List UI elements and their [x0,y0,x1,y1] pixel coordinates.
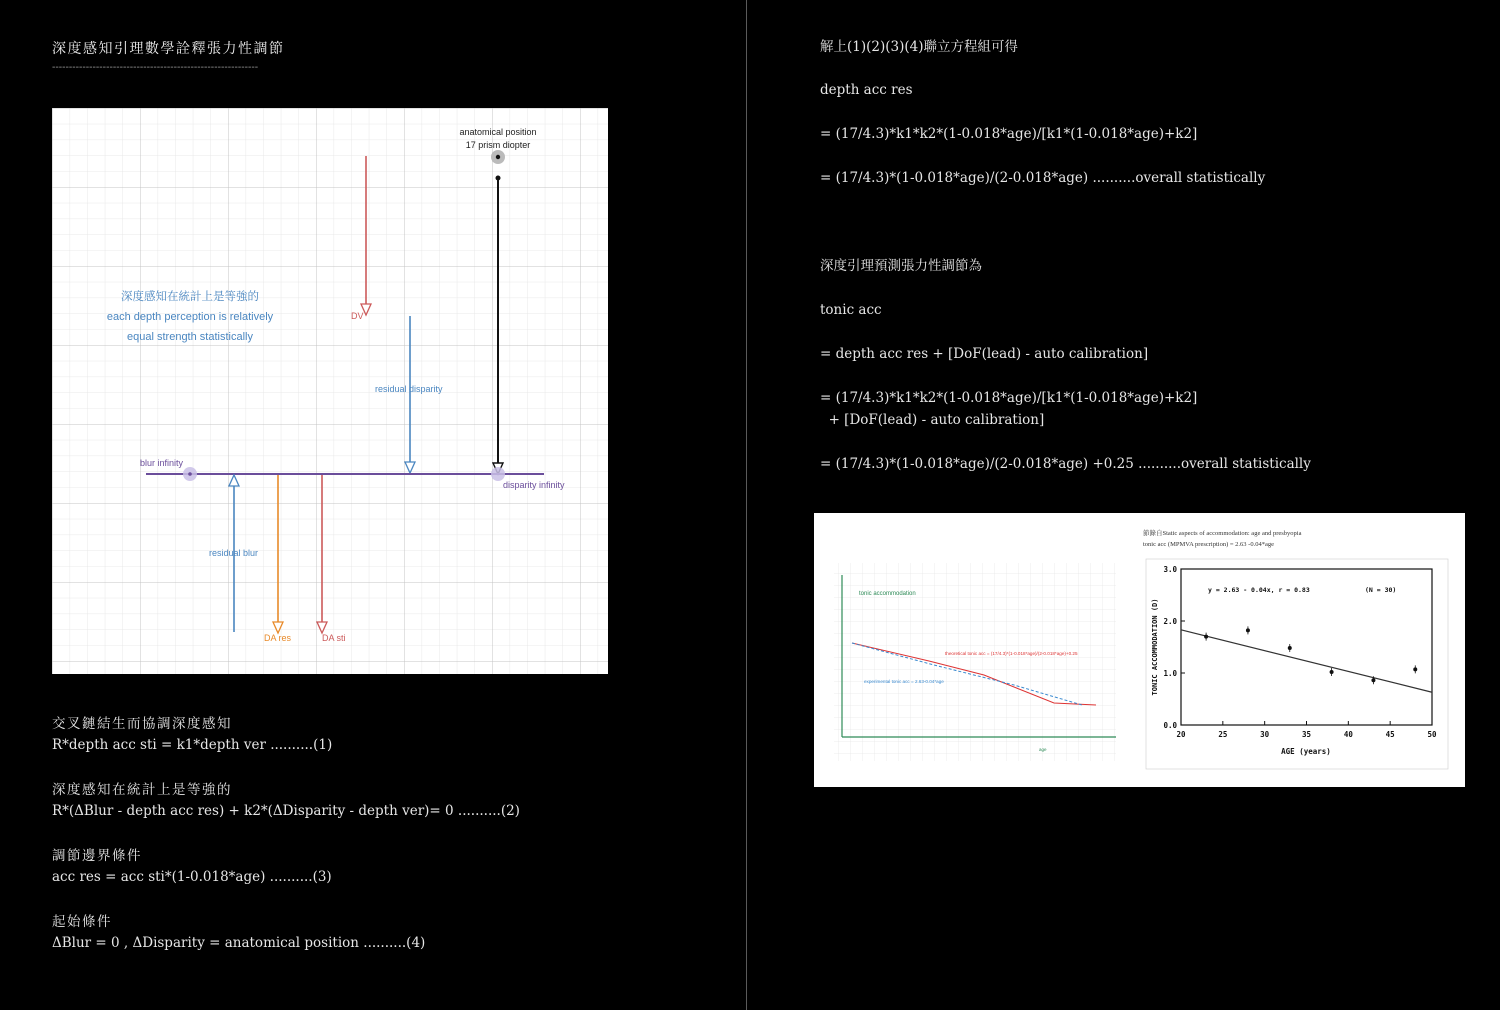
x-tick-label: 20 [1176,730,1186,739]
equation-3-formula: acc res = acc sti*(1-0.018*age) ..........(3) [52,869,332,885]
tonic-acc-formula-2-cont: + [DoF(lead) - auto calibration] [820,412,1045,428]
depth-diagram [52,108,608,674]
tonic-acc-formula-2: = (17/4.3)*k1*k2*(1-0.018*age)/[k1*(1-0.018*age)+k2] [820,390,1198,406]
equation-block-4 [52,912,425,954]
anatomical-position-dot [496,155,500,159]
model-chart-xlabel: age [1039,747,1047,752]
blur-infinity-dot [188,472,192,476]
disparity-infinity-marker [491,467,505,481]
y-tick-label: 1.0 [1163,669,1177,678]
grid-background [52,108,608,674]
x-tick-label: 45 [1385,730,1395,739]
x-tick-label: 35 [1301,730,1312,739]
equation-2-formula: R*(ΔBlur - depth acc res) + k2*(ΔDisparity - depth ver)= 0 ..........(2) [52,803,520,819]
equation-1-formula: R*depth acc sti = k1*depth ver ..........(1) [52,737,333,753]
note-zh: 深度感知在統計上是等強的 [121,291,259,303]
x-tick-label: 50 [1427,730,1437,739]
equation-2-heading: 深度感知在統計上是等強的 [52,782,232,798]
right-page [747,0,1500,1010]
x-tick-label: 30 [1260,730,1270,739]
disparity-infinity-label: disparity infinity [503,480,565,490]
data-point [1288,646,1292,650]
data-point [1413,667,1417,671]
tonic-acc-simplified: = (17/4.3)*(1-0.018*age)/(2-0.018*age) +0.25 ..........overall statistically [820,456,1311,472]
note-en-1: each depth perception is relatively [106,311,274,323]
equation-block-3 [52,846,332,888]
depth-acc-res-simplified: = (17/4.3)*(1-0.018*age)/(2-0.018*age) ..........overall statistically [820,170,1266,186]
anatomical-position-label: anatomical position [459,127,537,137]
y-tick-label: 2.0 [1163,617,1177,626]
scatter-equation: y = 2.63 - 0.04x, r = 0.83 [1208,586,1310,594]
prism-diopter-label: 17 prism diopter [465,140,531,150]
y-tick-label: 3.0 [1163,565,1177,574]
da-sti-label: DA sti [322,633,346,643]
x-tick-label: 25 [1218,730,1228,739]
page-title: 深度感知引理數學詮釋張力性調節 [52,41,285,57]
depth-acc-res-label: depth acc res [820,82,913,98]
title-underline: ------------------------------------------------------------- [52,62,259,73]
scatter-ylabel: TONIC ACCOMMODATION (D) [1151,598,1159,696]
tonic-prediction-heading: 深度引理預測張力性調節為 [820,258,982,274]
da-res-label: DA res [264,633,292,643]
note-en-2: equal strength statistically [127,331,253,343]
equation-4-formula: ΔBlur = 0 , ΔDisparity = anatomical position ..........(4) [52,935,426,951]
accommodation-figure-svg [814,513,1465,787]
left-page [0,0,746,1010]
depth-diagram-svg [52,108,608,674]
data-point [1204,635,1208,639]
tonic-acc-label: tonic acc [820,302,882,318]
solve-heading: 解上(1)(2)(3)(4)聯立方程組可得 [820,39,1018,55]
dv-label: DV [351,311,364,321]
data-point [1371,678,1375,682]
tonic-acc-formula-1: = depth acc res + [DoF(lead) - auto calibration] [820,346,1149,362]
blur-infinity-label: blur infinity [140,458,184,468]
equation-block-2 [52,780,520,822]
accommodation-figure [814,513,1465,787]
x-tick-label: 40 [1343,730,1353,739]
residual-disparity-label: residual disparity [375,384,443,394]
scatter-xlabel: AGE (years) [1281,747,1331,756]
scatter-n: (N = 30) [1365,586,1397,594]
theoretical-label: theoretical tonic acc = (17/4.3)*(1-0.018*age)/(2-0.018*age)+0.25 [945,651,1078,656]
reference-title: 節錄自Static aspects of accommodation: age and presbyopia [1143,530,1302,537]
experimental-label: experimental tonic acc = 2.63-0.04*age [864,679,944,684]
model-chart-title: tonic accommodation [859,591,916,597]
reference-formula: tonic acc (MPMVA prescription) = 2.63 -0.04*age [1143,541,1274,548]
residual-blur-label: residual blur [209,548,259,558]
data-point [1330,670,1334,674]
data-point [1246,628,1250,632]
y-tick-label: 0.0 [1163,721,1177,730]
equation-4-heading: 起始條件 [52,914,112,930]
equation-3-heading: 調節邊界條件 [52,848,142,864]
equation-block-1 [52,714,332,756]
equation-1-heading: 交叉鏈結生而協調深度感知 [52,716,232,732]
depth-acc-res-formula: = (17/4.3)*k1*k2*(1-0.018*age)/[k1*(1-0.018*age)+k2] [820,126,1198,142]
